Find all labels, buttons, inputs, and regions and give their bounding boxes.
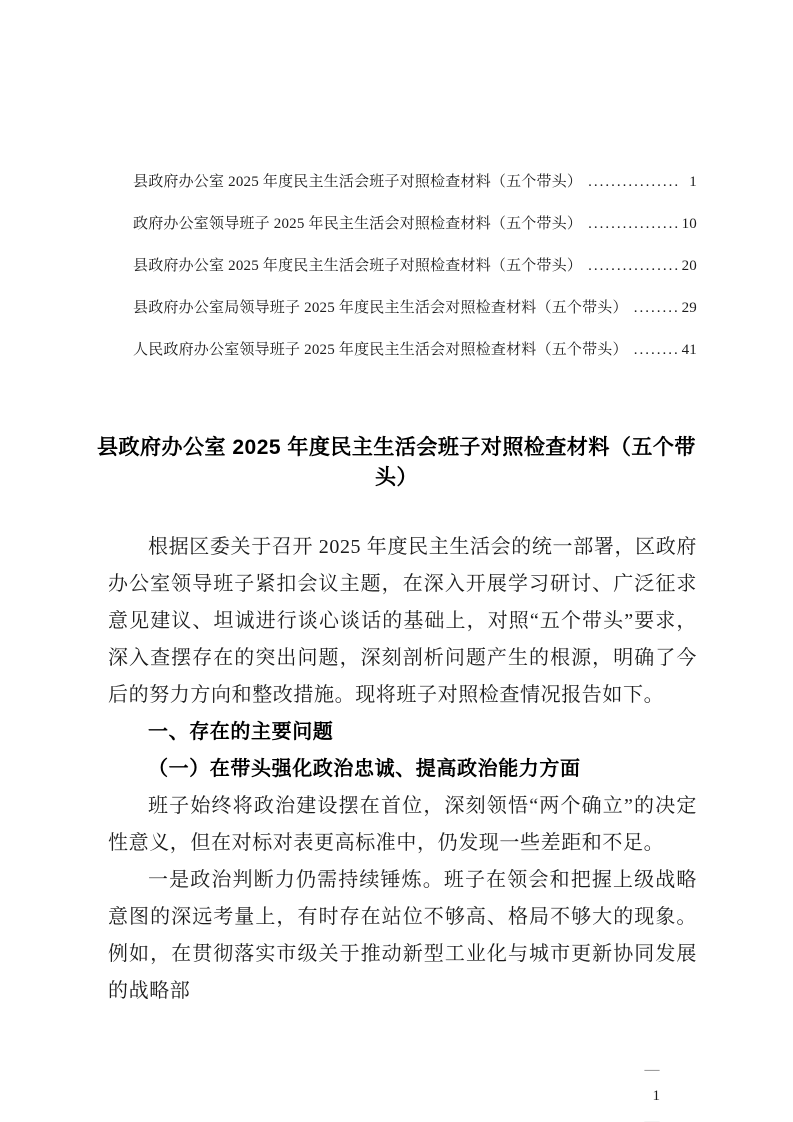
toc-entry-3[interactable]	[133, 245, 697, 287]
paragraph-intro: 根据区委关于召开 2025 年度民主生活会的统一部署，区政府办公室领导班子紧扣会议主题，在深入开展学习研讨、广泛征求意见建议、坦诚进行谈心谈话的基础上，对照“五个带头”要求，深入查摆存在的突出问题，深刻剖析问题产生的根源，明确了今后的努力方向和整改措施。现将班子对照检查情况报告如下。	[108, 536, 697, 706]
toc-page-number: 20	[681, 258, 697, 274]
section-heading-level-1: 一、存在的主要问题	[148, 721, 334, 743]
toc-dot-leader	[588, 245, 679, 287]
footer-dash-right: —	[644, 1114, 661, 1122]
footer-page-number: 1	[652, 1088, 661, 1104]
page-number-footer	[626, 1031, 670, 1122]
toc-entry-1[interactable]	[133, 161, 697, 203]
toc-page-number: 10	[681, 216, 697, 232]
toc-page-number: 41	[681, 342, 697, 358]
toc-entry-4[interactable]	[133, 287, 697, 329]
toc-page-number: 1	[689, 174, 697, 190]
paragraph-body: 一是政治判断力仍需持续锤炼。班子在领会和把握上级战略意图的深远考量上，有时存在站位不够高、格局不够大的现象。例如，在贯彻落实市级关于推动新型工业化与城市更新协同发展的战略部	[108, 869, 697, 1002]
toc-page-number: 29	[681, 300, 697, 316]
table-of-contents	[133, 161, 697, 371]
toc-entry-title: 政府办公室领导班子 2025 年民主生活会对照检查材料（五个带头）	[133, 216, 583, 232]
footer-dash-left: —	[644, 1062, 661, 1078]
toc-dot-leader	[634, 287, 679, 329]
toc-dot-leader	[634, 329, 679, 371]
toc-entry-2[interactable]	[133, 203, 697, 245]
toc-entry-5[interactable]	[133, 329, 697, 371]
toc-entry-title: 县政府办公室局领导班子 2025 年度民主生活会对照检查材料（五个带头）	[133, 300, 628, 316]
section-heading-level-2: （一）在带头强化政治忠诚、提高政治能力方面	[148, 758, 581, 780]
toc-dot-leader	[588, 161, 679, 203]
toc-entry-title: 县政府办公室 2025 年度民主生活会班子对照检查材料（五个带头）	[133, 258, 583, 274]
document-title: 县政府办公室 2025 年度民主生活会班子对照检查材料（五个带头）	[97, 436, 696, 489]
toc-dot-leader	[588, 203, 679, 245]
document-body	[108, 529, 697, 1010]
paragraph-body: 班子始终将政治建设摆在首位，深刻领悟“两个确立”的决定性意义，但在对标对表更高标准中，仍发现一些差距和不足。	[108, 795, 697, 854]
toc-entry-title: 人民政府办公室领导班子 2025 年度民主生活会对照检查材料（五个带头）	[133, 342, 628, 358]
toc-entry-title: 县政府办公室 2025 年度民主生活会班子对照检查材料（五个带头）	[133, 174, 583, 190]
